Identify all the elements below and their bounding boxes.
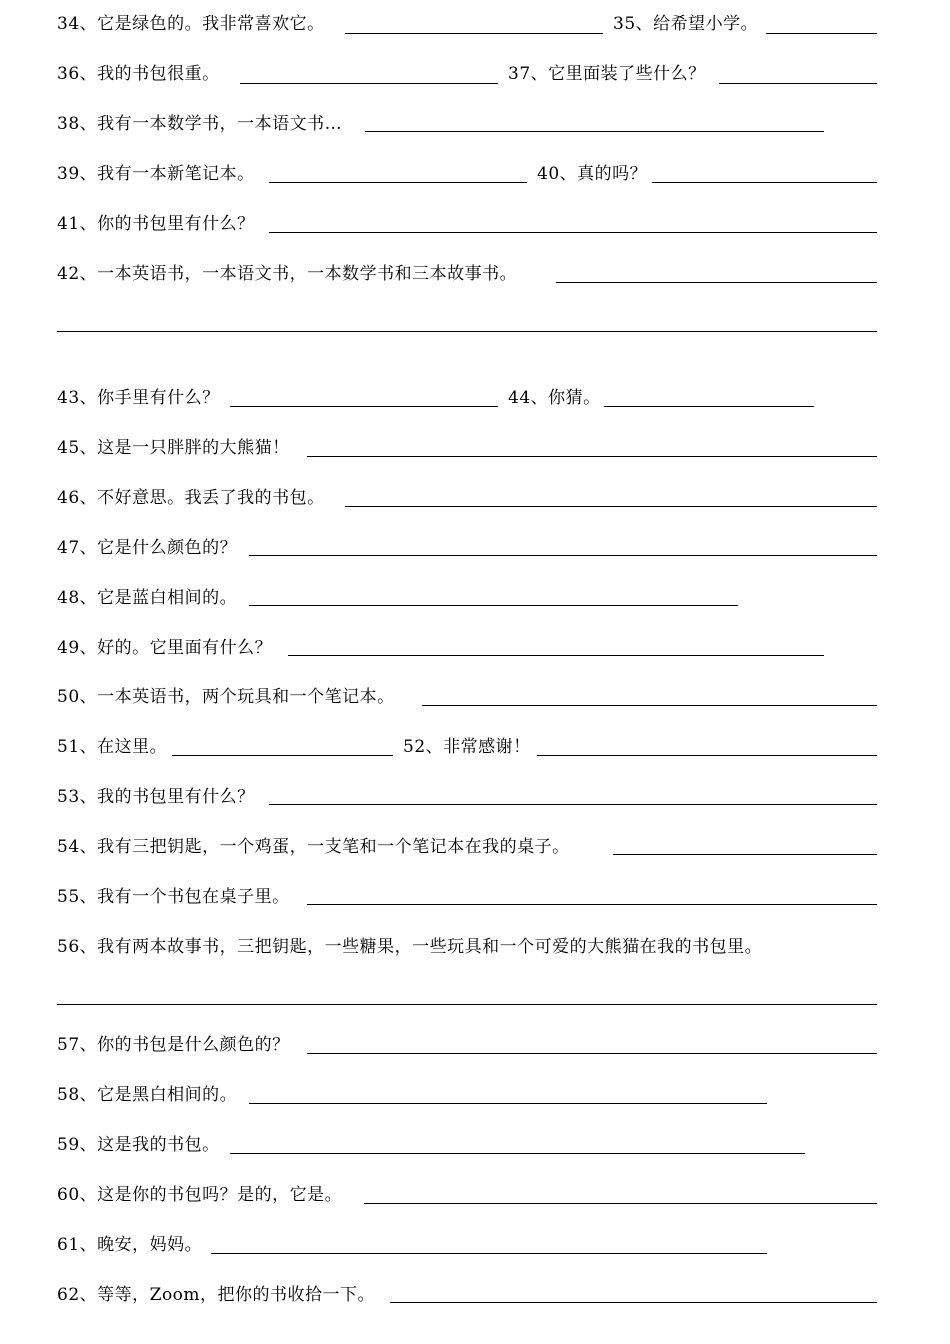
answer-line-46[interactable] bbox=[345, 506, 877, 507]
question-52: 52、非常感谢！ bbox=[403, 737, 531, 757]
question-56: 56、我有两本故事书，三把钥匙，一些糖果，一些玩具和一个可爱的大熊猫在我的书包里。 bbox=[57, 937, 763, 957]
answer-line-42-extra[interactable] bbox=[57, 331, 877, 332]
answer-line-42[interactable] bbox=[556, 282, 877, 283]
answer-line-36[interactable] bbox=[240, 83, 498, 84]
answer-line-53[interactable] bbox=[269, 804, 877, 805]
answer-line-51[interactable] bbox=[172, 755, 393, 756]
question-62: 62、等等，Zoom，把你的书收拾一下。 bbox=[57, 1285, 376, 1305]
answer-line-40[interactable] bbox=[652, 182, 877, 183]
question-46: 46、不好意思。我丢了我的书包。 bbox=[57, 488, 325, 508]
answer-line-35[interactable] bbox=[766, 33, 877, 34]
question-45: 45、这是一只胖胖的大熊猫！ bbox=[57, 438, 290, 458]
question-34: 34、它是绿色的。我非常喜欢它。 bbox=[57, 14, 325, 34]
answer-line-49[interactable] bbox=[288, 655, 824, 656]
question-50: 50、一本英语书，两个玩具和一个笔记本。 bbox=[57, 687, 395, 707]
answer-line-34[interactable] bbox=[345, 33, 603, 34]
question-40: 40、真的吗？ bbox=[537, 164, 648, 184]
answer-line-43[interactable] bbox=[230, 406, 498, 407]
question-53: 53、我的书包里有什么？ bbox=[57, 787, 255, 807]
question-55: 55、我有一个书包在桌子里。 bbox=[57, 887, 290, 907]
question-58: 58、它是黑白相间的。 bbox=[57, 1085, 238, 1105]
question-49: 49、好的。它里面有什么？ bbox=[57, 638, 273, 658]
question-54: 54、我有三把钥匙，一个鸡蛋，一支笔和一个笔记本在我的桌子。 bbox=[57, 837, 570, 857]
question-44: 44、你猜。 bbox=[508, 388, 601, 408]
question-39: 39、我有一本新笔记本。 bbox=[57, 164, 255, 184]
answer-line-41[interactable] bbox=[269, 232, 877, 233]
answer-line-45[interactable] bbox=[307, 456, 877, 457]
answer-line-39[interactable] bbox=[269, 182, 527, 183]
answer-line-55[interactable] bbox=[307, 904, 877, 905]
answer-line-48[interactable] bbox=[249, 605, 738, 606]
answer-line-60[interactable] bbox=[364, 1203, 877, 1204]
question-42: 42、一本英语书，一本语文书，一本数学书和三本故事书。 bbox=[57, 264, 518, 284]
question-61: 61、晚安，妈妈。 bbox=[57, 1235, 203, 1255]
question-41: 41、你的书包里有什么？ bbox=[57, 214, 255, 234]
answer-line-62[interactable] bbox=[390, 1302, 877, 1303]
question-51: 51、在这里。 bbox=[57, 737, 168, 757]
answer-line-44[interactable] bbox=[604, 406, 814, 407]
answer-line-37[interactable] bbox=[719, 83, 877, 84]
answer-line-57[interactable] bbox=[307, 1053, 877, 1054]
question-57: 57、你的书包是什么颜色的？ bbox=[57, 1035, 290, 1055]
answer-line-56[interactable] bbox=[57, 1004, 877, 1005]
answer-line-47[interactable] bbox=[249, 555, 877, 556]
answer-line-50[interactable] bbox=[422, 705, 877, 706]
answer-line-38[interactable] bbox=[365, 131, 824, 132]
answer-line-61[interactable] bbox=[211, 1253, 767, 1254]
question-47: 47、它是什么颜色的？ bbox=[57, 538, 238, 558]
question-43: 43、你手里有什么？ bbox=[57, 388, 220, 408]
answer-line-59[interactable] bbox=[230, 1153, 805, 1154]
question-36: 36、我的书包很重。 bbox=[57, 64, 220, 84]
question-38: 38、我有一本数学书，一本语文书… bbox=[57, 114, 343, 134]
question-48: 48、它是蓝白相间的。 bbox=[57, 588, 238, 608]
question-60: 60、这是你的书包吗？是的，它是。 bbox=[57, 1185, 343, 1205]
question-35: 35、给希望小学。 bbox=[613, 14, 759, 34]
answer-line-52[interactable] bbox=[537, 755, 877, 756]
answer-line-54[interactable] bbox=[613, 854, 877, 855]
question-59: 59、这是我的书包。 bbox=[57, 1135, 220, 1155]
question-37: 37、它里面装了些什么？ bbox=[508, 64, 706, 84]
answer-line-58[interactable] bbox=[249, 1103, 767, 1104]
